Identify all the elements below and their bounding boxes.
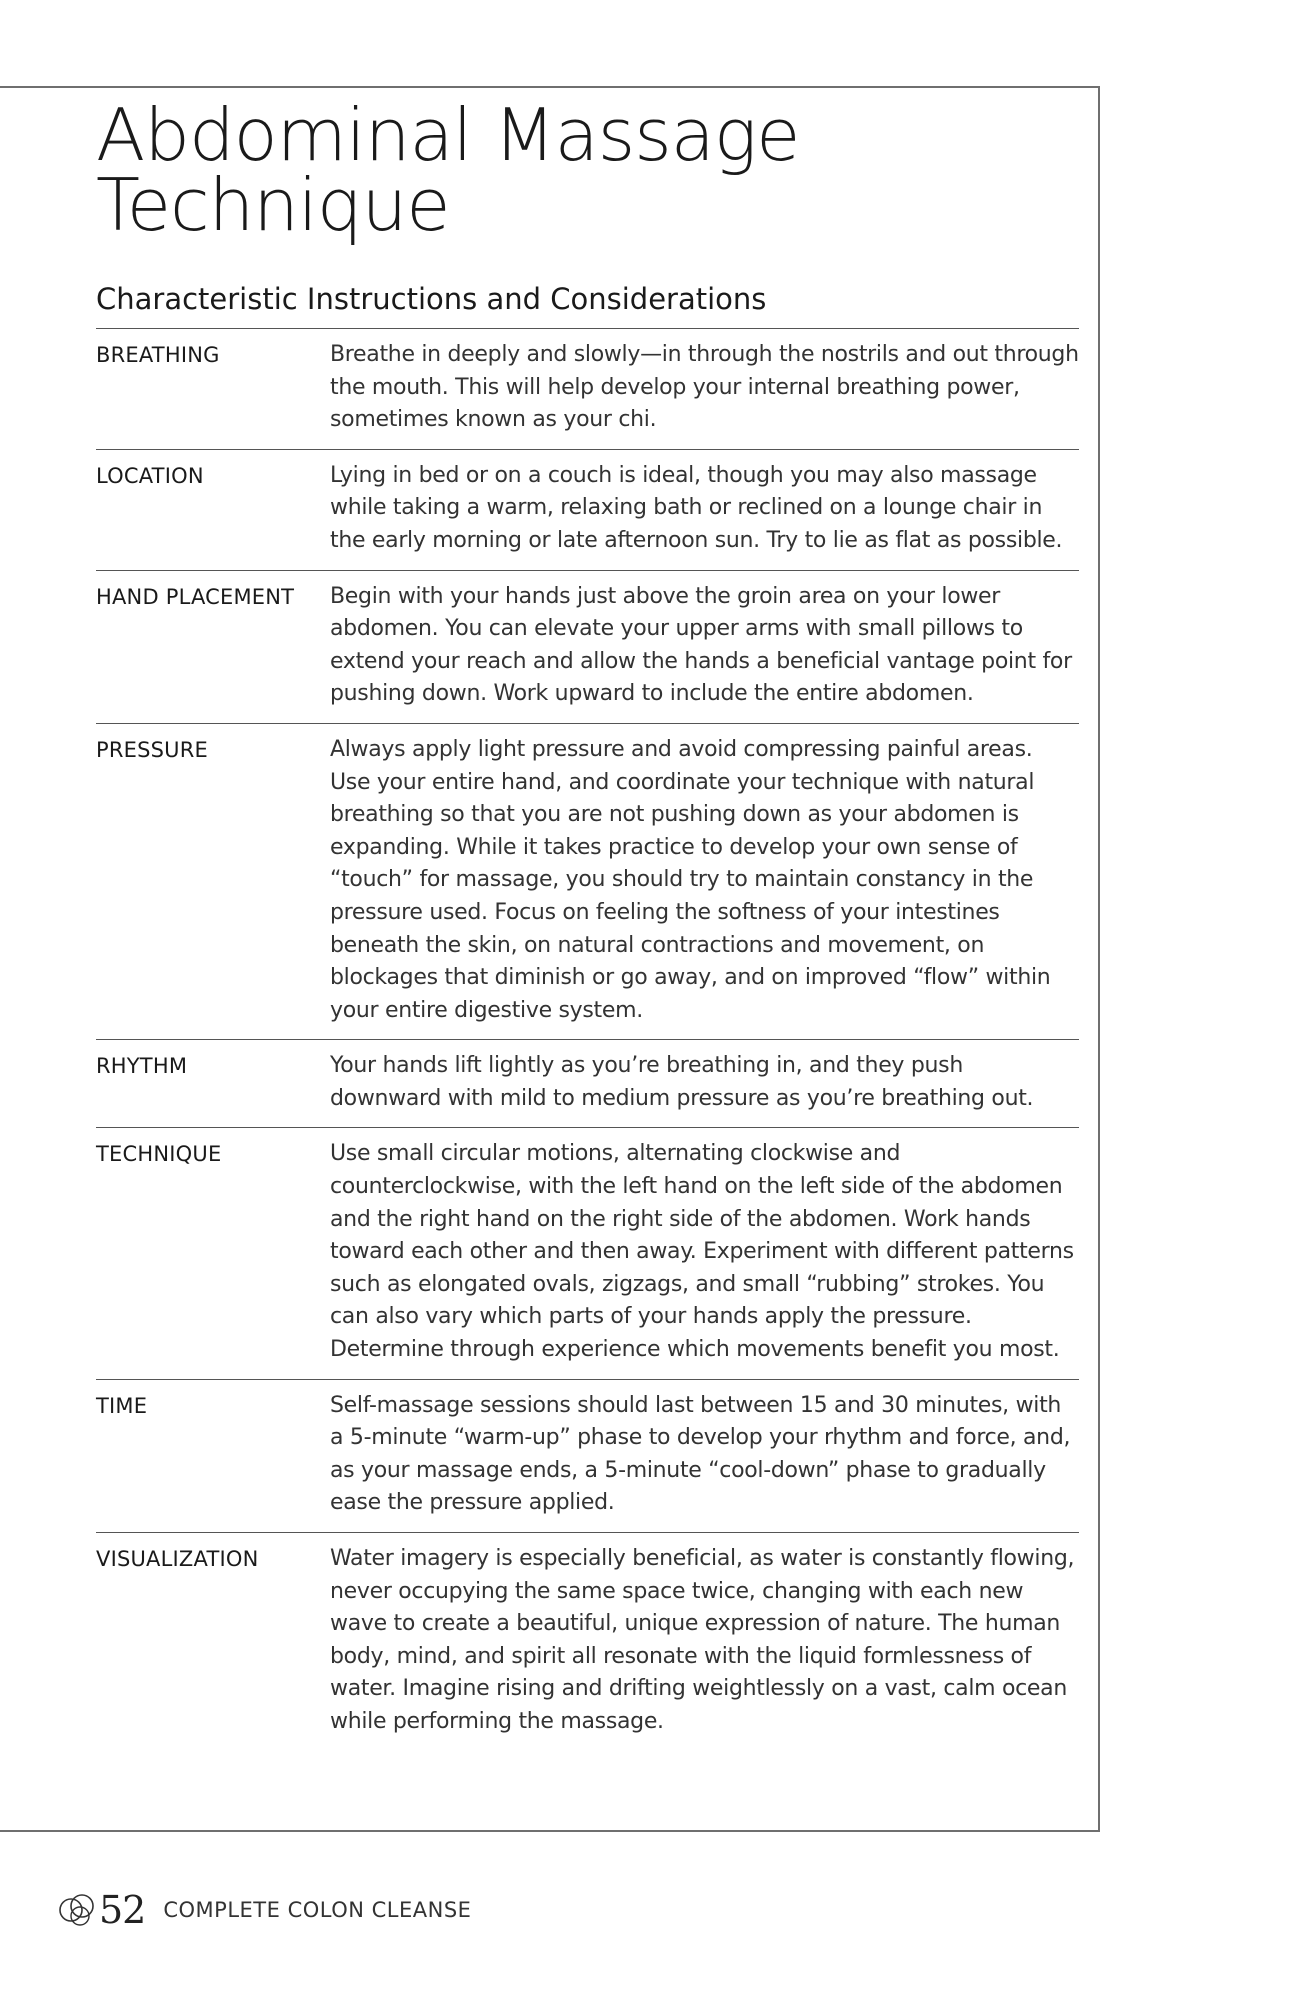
row-label: VISUALIZATION [96, 1547, 259, 1571]
page-title-line-2: Technique [96, 163, 450, 247]
row-label: LOCATION [96, 463, 204, 488]
row-label: TIME [96, 1393, 148, 1418]
table-row [96, 1379, 1079, 1532]
row-text: Breathe in deeply and slowly—in through the nostrils and out through the mouth. This will help develop your internal breathing power, sometimes known as your chi. [330, 342, 1079, 433]
page-title [96, 93, 800, 247]
page-footer [55, 1888, 471, 1932]
row-label: PRESSURE [96, 737, 209, 762]
page-title-line-1: Abdominal Massage [96, 93, 800, 177]
row-text: Water imagery is especially beneficial, as water is constantly flowing, never occupying the same space twice, changing with each new wave to create a beautiful, unique expression of nature. The human body, mind, and spirit all resonate with the liquid formlessness of water. Imagine rising and drifting weightlessly on a vast, calm ocean while performing the massage. [330, 1546, 1075, 1734]
row-text: Lying in bed or on a couch is ideal, though you may also massage while taking a warm, relaxing bath or reclined on a lounge chair in the early morning or late afternoon sun. Try to lie as flat as possible. [330, 462, 1063, 553]
interlocking-circles-icon [55, 1890, 99, 1930]
row-text: Self-massage sessions should last between 15 and 30 minutes, with a 5-minute “warm-up” phase to develop your rhythm and force, and, as your massage ends, a 5-minute “cool-down” phase to gradually ease the pressure applied. [330, 1392, 1071, 1516]
table-row [96, 1039, 1079, 1127]
table-row [96, 1127, 1079, 1378]
book-title: COMPLETE COLON CLEANSE [163, 1898, 472, 1922]
row-label: BREATHING [96, 343, 220, 367]
row-label: RHYTHM [96, 1054, 188, 1079]
table-row [96, 449, 1079, 570]
table-row [96, 723, 1079, 1039]
section-subtitle: Characteristic Instructions and Considerations [96, 282, 767, 316]
row-label: TECHNIQUE [96, 1142, 222, 1167]
row-text: Begin with your hands just above the groin area on your lower abdomen. You can elevate your upper arms with small pillows to extend your reach and allow the hands a beneficial vantage point for pushing down. Work upward to include the entire abdomen. [330, 583, 1072, 707]
table-row [96, 328, 1079, 449]
page-number: 52 [99, 1888, 146, 1932]
row-label: HAND PLACEMENT [96, 584, 295, 609]
row-text: Use small circular motions, alternating clockwise and counterclockwise, with the left hand on the left side of the abdomen and the right hand on the right side of the abdomen. Work hands toward each other and then away. Experiment with different patterns such as elongated ovals, zigzags, and small “rubbing” strokes. You can also vary which parts of your hands apply the pressure. Determine through experience which movements benefit you most. [330, 1141, 1074, 1363]
row-text: Always apply light pressure and avoid compressing painful areas. Use your entire hand, and coordinate your technique with natural breathing so that you are not pushing down as your abdomen is expanding. While it takes practice to develop your own sense of “touch” for massage, you should try to maintain constancy in the pressure used. Focus on feeling the softness of your intestines beneath the skin, on natural contractions and movement, on blockages that diminish or go away, and on improved “flow” within your entire digestive system. [330, 736, 1051, 1023]
instructions-table [96, 328, 1079, 1751]
table-row [96, 570, 1079, 723]
table-row [96, 1532, 1079, 1751]
row-text: Your hands lift lightly as you’re breathing in, and they push downward with mild to medium pressure as you’re breathing out. [330, 1053, 1034, 1111]
